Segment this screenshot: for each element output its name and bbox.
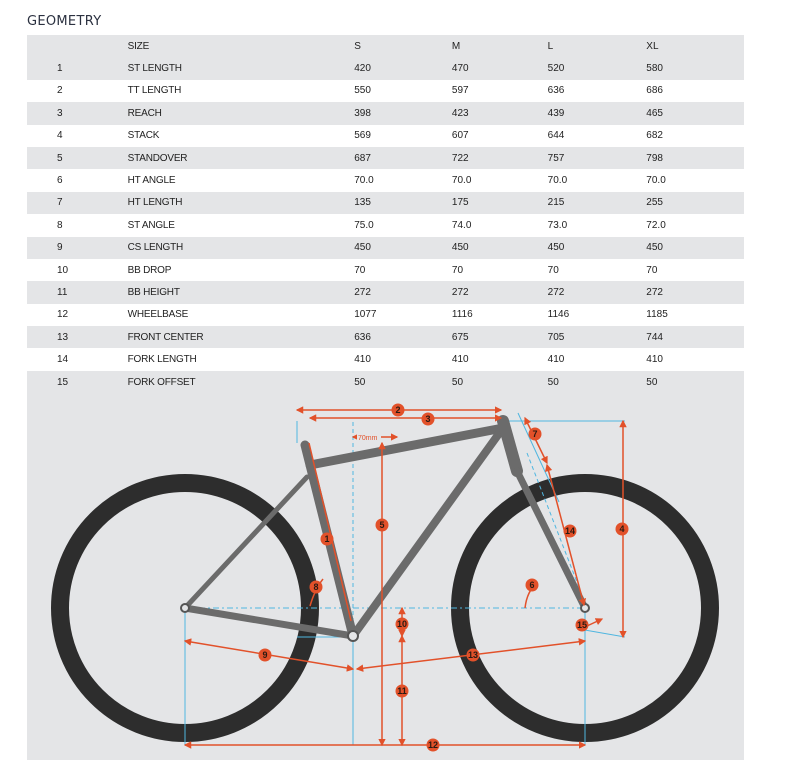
- bike-diagram-svg: [27, 393, 744, 760]
- header-l: L: [547, 40, 554, 52]
- table-row: [27, 169, 744, 191]
- row-label: ST LENGTH: [127, 63, 182, 75]
- table-row: [27, 348, 744, 370]
- section-title: GEOMETRY: [27, 14, 102, 29]
- header-xl: XL: [646, 40, 659, 52]
- marker-label: 10: [396, 619, 408, 629]
- geometry-diagram: [27, 393, 744, 760]
- value-l: 520: [547, 63, 565, 75]
- table-row: [27, 147, 744, 169]
- row-number: 5: [57, 152, 63, 164]
- value-xl: 70.0: [646, 175, 666, 187]
- row-number: 13: [57, 331, 69, 343]
- value-m: 50: [451, 376, 464, 388]
- value-xl: 72.0: [646, 219, 666, 231]
- header-m: M: [451, 40, 461, 52]
- front-hub: [581, 604, 589, 612]
- value-xl: 272: [646, 286, 663, 298]
- table-row: [27, 281, 744, 303]
- row-number: 14: [57, 354, 69, 366]
- value-s: 398: [354, 107, 371, 119]
- table-row: [27, 214, 744, 236]
- row-number: 2: [57, 85, 63, 97]
- value-s: 272: [354, 286, 371, 298]
- value-m: 675: [451, 331, 469, 343]
- row-number: 6: [57, 175, 63, 187]
- table-row: [27, 304, 744, 326]
- value-xl: 1185: [646, 309, 668, 321]
- table-row: [27, 326, 744, 348]
- value-xl: 798: [646, 152, 663, 164]
- value-m: 410: [451, 354, 469, 366]
- marker-label: 8: [313, 582, 319, 592]
- row-label: STACK: [127, 130, 160, 142]
- row-label: FORK LENGTH: [127, 354, 197, 366]
- value-m: 1116: [451, 309, 473, 321]
- value-xl: 410: [646, 354, 663, 366]
- value-s: 75.0: [354, 219, 374, 231]
- marker-label: 13: [467, 650, 479, 660]
- value-s: 1077: [354, 309, 377, 321]
- value-m: 470: [451, 63, 469, 75]
- marker-label: 4: [619, 524, 625, 534]
- value-m: 74.0: [451, 219, 472, 231]
- row-number: 4: [57, 130, 63, 142]
- table-header-row: [27, 35, 744, 57]
- value-xl: 465: [646, 107, 663, 119]
- value-s: 450: [354, 242, 371, 254]
- marker-label: 9: [262, 650, 268, 660]
- row-number: 3: [57, 107, 63, 119]
- value-l: 70: [547, 264, 559, 276]
- row-number: 12: [57, 309, 69, 321]
- offset-label: 70mm: [358, 435, 378, 442]
- value-l: 272: [547, 286, 565, 298]
- row-label: HT ANGLE: [127, 175, 176, 187]
- value-l: 70.0: [547, 175, 568, 187]
- value-s: 687: [354, 152, 371, 164]
- value-s: 569: [354, 130, 371, 142]
- rear-hub: [181, 604, 189, 612]
- value-m: 607: [451, 130, 469, 142]
- row-label: CS LENGTH: [127, 242, 184, 254]
- value-m: 597: [451, 85, 469, 97]
- row-label: BB HEIGHT: [127, 286, 180, 298]
- marker-label: 12: [427, 740, 439, 750]
- row-label: ST ANGLE: [127, 219, 175, 231]
- header-s: S: [354, 40, 361, 52]
- bottom-bracket: [348, 631, 358, 641]
- marker-label: 2: [395, 405, 401, 415]
- value-s: 70: [354, 264, 366, 276]
- table-row: [27, 102, 744, 124]
- value-xl: 50: [646, 376, 658, 388]
- value-s: 135: [354, 197, 371, 209]
- value-s: 50: [354, 376, 366, 388]
- table-body: [27, 57, 744, 393]
- value-xl: 255: [646, 197, 663, 209]
- row-label: FORK OFFSET: [127, 376, 196, 388]
- value-m: 450: [451, 242, 469, 254]
- row-label: REACH: [127, 107, 162, 119]
- value-s: 420: [354, 63, 371, 75]
- value-l: 439: [547, 107, 565, 119]
- table-row: [27, 259, 744, 281]
- row-number: 10: [57, 264, 69, 276]
- row-number: 1: [57, 63, 63, 75]
- table-row: [27, 371, 744, 393]
- marker-label: 3: [425, 414, 431, 424]
- table-row: [27, 237, 744, 259]
- value-l: 50: [547, 376, 559, 388]
- value-xl: 70: [646, 264, 658, 276]
- row-number: 15: [57, 376, 69, 388]
- value-s: 550: [354, 85, 371, 97]
- value-xl: 682: [646, 130, 663, 142]
- marker-label: 6: [529, 580, 535, 590]
- value-m: 423: [451, 107, 469, 119]
- value-l: 757: [547, 152, 565, 164]
- value-s: 636: [354, 331, 371, 343]
- value-xl: 744: [646, 331, 663, 343]
- value-s: 410: [354, 354, 371, 366]
- marker-label: 15: [576, 620, 588, 630]
- marker-label: 5: [379, 520, 385, 530]
- value-xl: 580: [646, 63, 663, 75]
- row-number: 7: [57, 197, 63, 209]
- value-l: 705: [547, 331, 565, 343]
- marker-label: 14: [564, 526, 576, 536]
- value-m: 70.0: [451, 175, 472, 187]
- value-xl: 686: [646, 85, 663, 97]
- row-label: WHEELBASE: [127, 309, 189, 321]
- value-xl: 450: [646, 242, 663, 254]
- row-label: TT LENGTH: [127, 85, 182, 97]
- row-number: 11: [57, 286, 68, 298]
- row-label: HT LENGTH: [127, 197, 183, 209]
- geometry-table: [27, 35, 744, 393]
- value-l: 73.0: [547, 219, 568, 231]
- table-row: [27, 57, 744, 79]
- row-label: BB DROP: [127, 264, 172, 276]
- value-m: 175: [451, 197, 469, 209]
- value-l: 636: [547, 85, 565, 97]
- table-row: [27, 125, 744, 147]
- value-l: 410: [547, 354, 565, 366]
- value-m: 70: [451, 264, 464, 276]
- value-l: 215: [547, 197, 565, 209]
- value-m: 722: [451, 152, 469, 164]
- row-label: STANDOVER: [127, 152, 188, 164]
- table-row: [27, 192, 744, 214]
- marker-label: 11: [397, 686, 407, 696]
- value-l: 1146: [547, 309, 570, 321]
- row-number: 9: [57, 242, 63, 254]
- value-l: 450: [547, 242, 565, 254]
- value-l: 644: [547, 130, 565, 142]
- marker-label: 1: [324, 534, 330, 544]
- row-label: FRONT CENTER: [127, 331, 204, 343]
- header-size: SIZE: [127, 40, 150, 52]
- header-num: [27, 35, 128, 57]
- value-m: 272: [451, 286, 469, 298]
- value-s: 70.0: [354, 175, 374, 187]
- marker-label: 7: [532, 429, 538, 439]
- table-row: [27, 80, 744, 102]
- row-number: 8: [57, 219, 63, 231]
